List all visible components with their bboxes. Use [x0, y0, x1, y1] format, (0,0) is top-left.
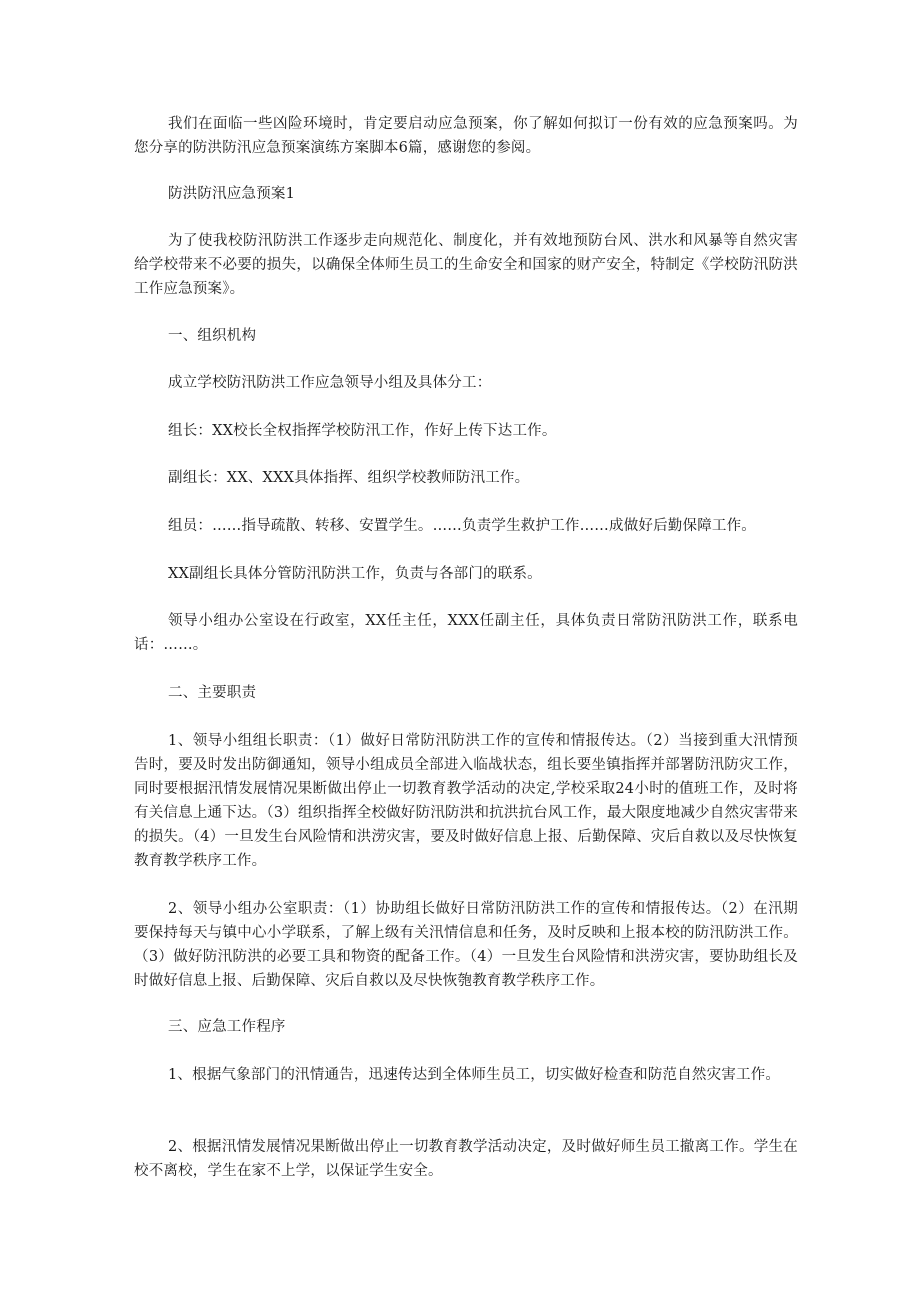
deputy-in-charge-paragraph: XX副组长具体分管防汛防洪工作，负责与各部门的联系。: [168, 566, 542, 582]
heading-organization: 一、组织机构: [168, 328, 257, 344]
leader-paragraph: 组长：XX校长全权指挥学校防汛工作，作好上传下达工作。: [168, 423, 557, 439]
procedure-item-2: 2、根据汛情发展情况果断做出停止一切教育教学活动决定，及时做好师生员工撤离工作。学生在校不离校，学生在家不上学，以保证学生安全。: [134, 1139, 798, 1179]
section-heading-plan-1: 防洪防汛应急预案1: [168, 186, 296, 202]
heading-emergency-procedure: 三、应急工作程序: [168, 1019, 286, 1035]
members-paragraph: 组员：……指导疏散、转移、安置学生。……负责学生救护工作……成做好后勤保障工作。: [168, 518, 756, 534]
leader-duties-paragraph: 1、领导小组组长职责：（1）做好日常防汛防洪工作的宣传和情报传达。（2）当接到重大汛情预告时，要及时发出防御通知，领导小组成员全部进入临战状态，组长要坐镇指挥并部署防汛防灾工作，同时要根据汛情发展情况果断做出停止一切教育教学活动的决定,学校采取24小时的值班工作，及时将有关信息上通下达。（3）组织指挥全校做好防汛防洪和抗洪抗台风工作，最大限度地减少自然灾害带来的损失。（4）一旦发生台风险情和洪涝灾害，要及时做好信息上报、后勤保障、灾后自救以及尽快恢复教育教学秩序工作。: [134, 733, 798, 869]
procedure-item-1: 1、根据气象部门的汛情通告，迅速传达到全体师生员工，切实做好检查和防范自然灾害工作。: [168, 1067, 781, 1083]
intro-paragraph: 我们在面临一些凶险环境时，肯定要启动应急预案，你了解如何拟订一份有效的应急预案吗。为您分享的防洪防汛应急预案演练方案脚本6篇，感谢您的参阅。: [134, 116, 798, 156]
office-paragraph: 领导小组办公室设在行政室，XX任主任，XXX任副主任，具体负责日常防汛防洪工作，联系电话：……。: [134, 613, 798, 653]
office-duties-paragraph: 2、领导小组办公室职责：（1）协助组长做好日常防汛防洪工作的宣传和情报传达。（2）在汛期要保持每天与镇中心小学联系，了解上级有关汛情信息和任务，及时反映和上报本校的防汛防洪工作。（3）做好防汛防洪的必要工具和物资的配备工作。（4）一旦发生台风险情和洪涝灾害，要协助组长及时做好信息上报、后勤保障、灾后自救以及尽快恢匏教育教学秩序工作。: [134, 901, 798, 989]
purpose-paragraph: 为了使我校防汛防洪工作逐步走向规范化、制度化，并有效地预防台风、洪水和风暴等自然灾害给学校带来不必要的损失，以确保全体师生员工的生命安全和国家的财产安全，特制定《学校防汛防洪工作应急预案》。: [134, 233, 798, 297]
heading-main-duties: 二、主要职责: [168, 685, 257, 701]
deputy-leader-paragraph: 副组长：XX、XXX具体指挥、组织学校教师防汛工作。: [168, 470, 530, 486]
group-setup-paragraph: 成立学校防汛防洪工作应急领导小组及具体分工：: [168, 375, 492, 391]
